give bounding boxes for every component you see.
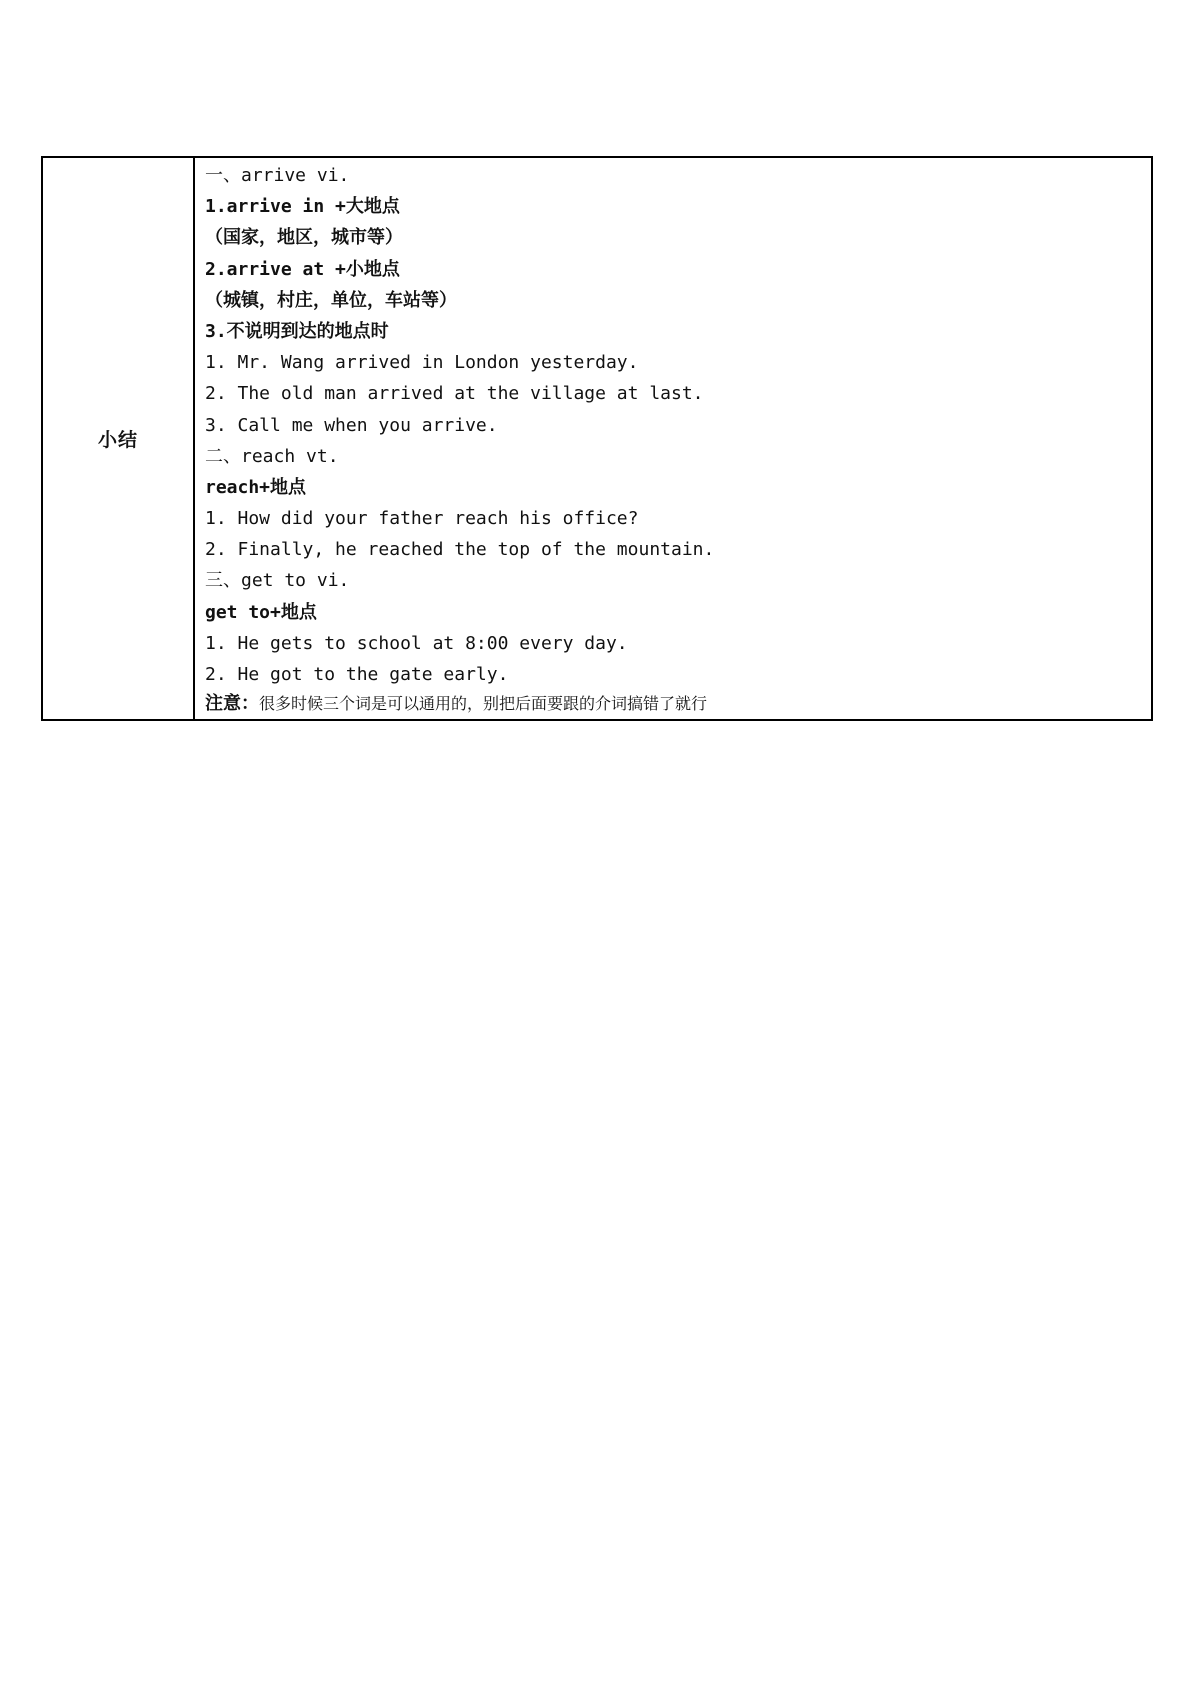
rule-arrive-at: 2.arrive at +小地点 [205,258,400,280]
rule-reach: reach+地点 [205,476,307,498]
example-arrive-2: 2. The old man arrived at the village at last. [205,383,704,405]
note-text: 很多时候三个词是可以通用的，别把后面要跟的介词搞错了就行 [259,694,708,714]
heading-get-to: 三、get to vi. [205,570,350,592]
summary-content-cell [194,157,1152,720]
rule-arrive-at-examples: （城镇，村庄，单位，车站等） [205,289,457,311]
note-line [205,690,1151,717]
heading-reach: 二、reach vt. [205,445,339,467]
example-reach-2: 2. Finally, he reached the top of the mountain. [205,539,715,561]
example-get-to-1: 1. He gets to school at 8:00 every day. [205,632,628,654]
summary-row [42,157,1152,720]
heading-arrive: 一、arrive vi. [205,165,350,186]
example-get-to-2: 2. He got to the gate early. [205,664,509,685]
summary-label-cell [42,157,194,720]
summary-table [41,156,1153,721]
example-reach-1: 1. How did your father reach his office? [205,508,639,530]
rule-arrive-in-examples: （国家，地区，城市等） [205,227,403,249]
note-prefix: 注意： [205,693,259,715]
example-arrive-1: 1. Mr. Wang arrived in London yesterday. [205,352,639,374]
example-arrive-3: 3. Call me when you arrive. [205,414,498,436]
summary-label: 小结 [97,429,138,451]
rule-arrive-in: 1.arrive in +大地点 [205,196,400,218]
rule-get-to: get to+地点 [205,601,317,623]
rule-arrive-no-place: 3.不说明到达的地点时 [205,320,389,342]
